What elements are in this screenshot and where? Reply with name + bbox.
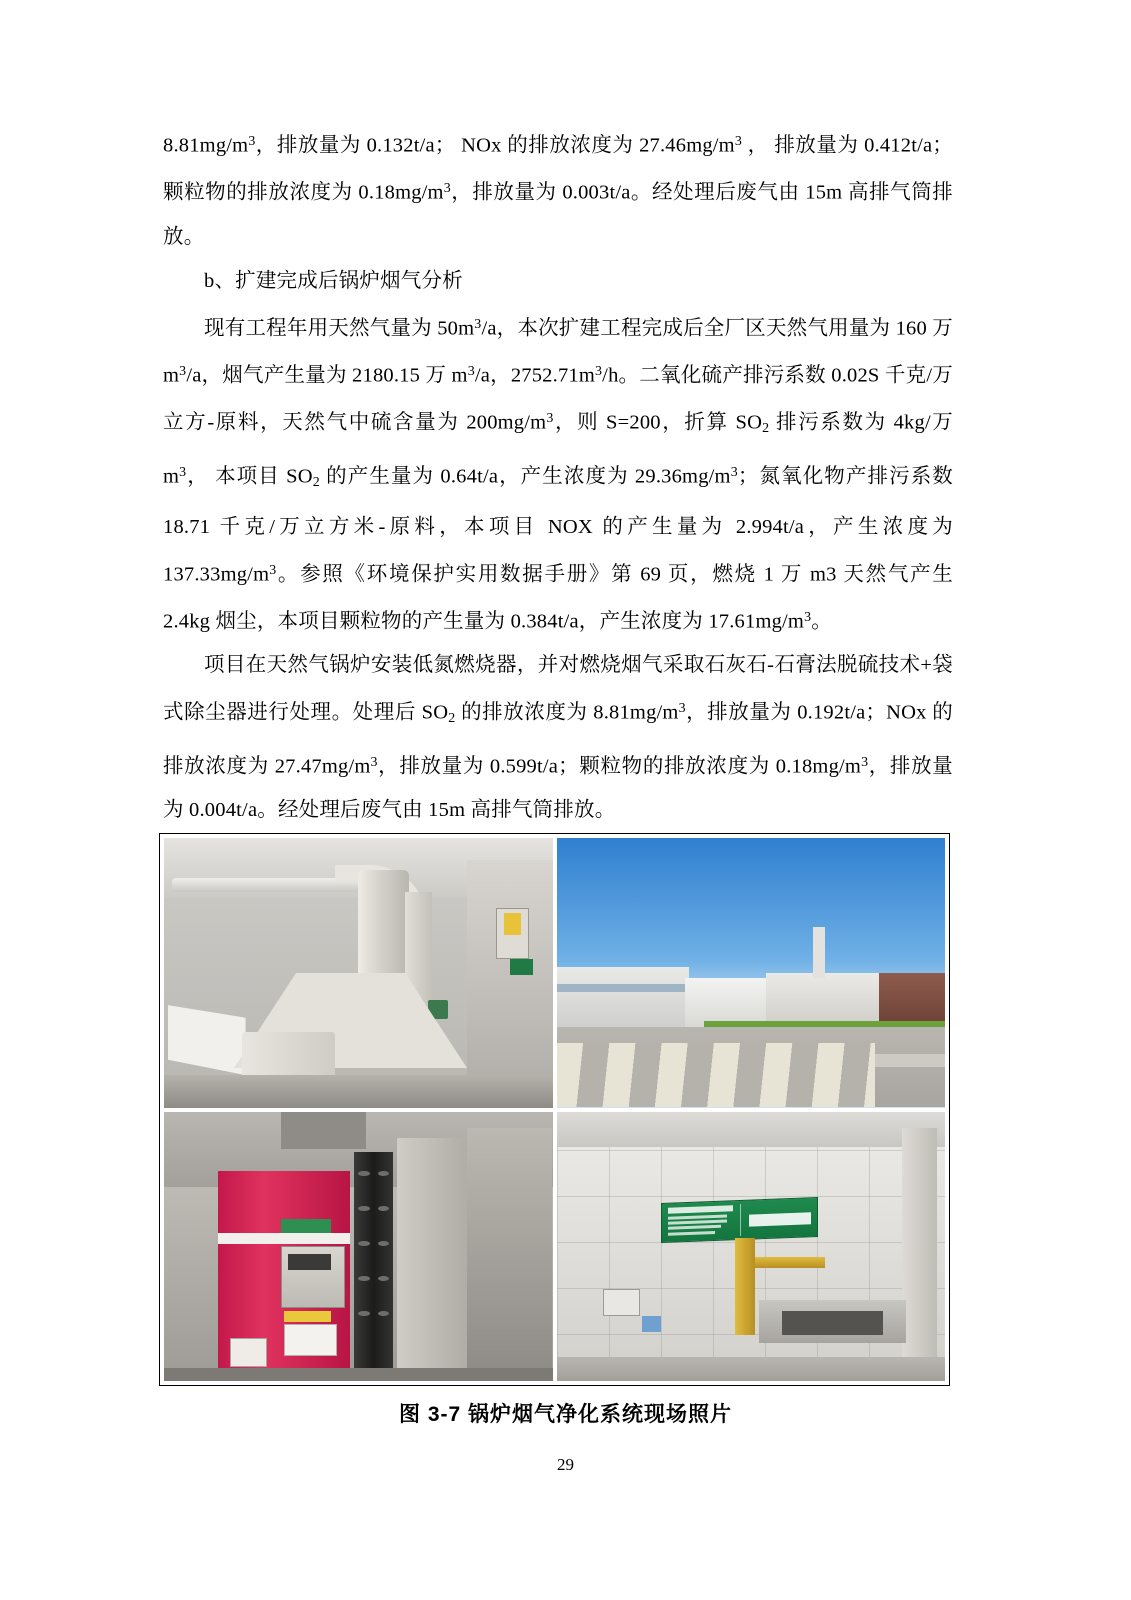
text-run: /a，烟气产生量为 2180.15 万 m (186, 364, 468, 387)
text-run: ；氮氧化物产排污系数 18.71 千克/万立方米-原料，本项目 NOX 的产生量为 2.994t/a，产生浓度为 137.33mg/m (163, 465, 954, 585)
wall-control-box (603, 1289, 640, 1315)
left-building (557, 967, 689, 1026)
subscript: 2 (448, 710, 456, 726)
building-band (557, 984, 689, 992)
exhaust-hood-opening (782, 1311, 883, 1335)
sign-text-line (669, 1231, 716, 1236)
floor-area (164, 1075, 553, 1107)
superscript: 3 (248, 134, 256, 149)
superscript: 3 (474, 316, 482, 332)
paragraph-treatment (163, 643, 953, 832)
text-run: ， 排放量为 0.412t/a； 颗粒物的排放浓度为 0.18mg/m (163, 134, 953, 204)
text-run: ，排放量为 0.004t/a。经处理后废气由 15m 高排气筒排放。 (163, 755, 953, 822)
overhead-duct (281, 1112, 366, 1150)
superscript: 3 (730, 464, 738, 480)
crosswalk-markings (557, 1043, 876, 1108)
text-run: 的排放浓度为 8.81mg/m (455, 701, 679, 724)
text-run: ，则 S=200，折算 SO (553, 411, 763, 434)
superscript: 3 (443, 181, 451, 197)
page-number: 29 (557, 1455, 574, 1474)
text-run: ，排放量为 0.132t/a； (255, 134, 462, 157)
text-run: 现有工程年用天然气量为 50m (204, 316, 475, 339)
page-content (163, 120, 953, 832)
yellow-pipe-vertical (735, 1238, 754, 1335)
ceiling-area (557, 1112, 946, 1147)
superscript: 3 (595, 363, 603, 379)
exhaust-stack-exterior-photo (557, 838, 946, 1108)
floor-area (164, 1368, 553, 1381)
superscript: 3 (179, 464, 187, 480)
panel-display (288, 1254, 331, 1270)
superscript: 3 (269, 562, 277, 578)
boiler-brand-label (281, 1219, 332, 1232)
boiler-unit-photo (164, 1112, 553, 1382)
stainless-column (902, 1128, 937, 1371)
text-run: ，排放量为 0.599t/a；颗粒物的排放浓度为 0.18mg/m (377, 755, 862, 778)
exhaust-outlet-room-photo (557, 1112, 946, 1382)
text-run: ，排放量为 0.192t/a；NOx 的排放浓度为 27.47mg/m (163, 701, 953, 778)
text-run: 8.81mg/m (163, 134, 249, 157)
text-run: NOx 的排放浓度为 27.46mg/m (461, 134, 735, 157)
equipment-tag (230, 1338, 267, 1367)
superscript: 3 (546, 411, 554, 427)
text-run: /a，2752.71m (474, 364, 595, 387)
sign-main-text (749, 1213, 811, 1227)
text-run: 排污系数为 4kg/万 m (163, 411, 954, 488)
text-run: 的产生量为 0.64t/a，产生浓度为 29.36mg/m (319, 465, 731, 488)
heading-b (163, 259, 953, 303)
right-equipment (397, 1138, 467, 1370)
text-run: ， 本项目 SO (186, 465, 313, 488)
boiler-white-stripe (218, 1233, 350, 1244)
superscript: 3 (734, 134, 742, 149)
floor-area (557, 1357, 946, 1381)
text-run: ，排放量为 0.003t/a。经处理后废气由 15m 高排气筒排放。 (163, 181, 953, 248)
brick-building (879, 973, 945, 1024)
text-run: /a，本次扩建工程完成后全厂区天然气用量为 160 万 m (163, 316, 953, 387)
far-wall (467, 1128, 552, 1381)
blue-device (642, 1316, 661, 1332)
spec-plate (284, 1324, 337, 1356)
boiler-scrubber-photo (164, 838, 553, 1108)
yellow-warning-label (284, 1311, 331, 1322)
right-wall (467, 860, 552, 1108)
subscript: 2 (312, 474, 320, 490)
paragraph-gas-analysis (163, 303, 953, 644)
sign-divider (740, 1204, 741, 1236)
green-sign (510, 959, 533, 975)
superscript: 3 (804, 609, 812, 625)
superscript: 3 (370, 754, 378, 770)
superscript: 3 (179, 363, 187, 379)
subscript: 2 (762, 420, 770, 436)
text-run: 。 (811, 610, 832, 633)
sign-title-block (669, 1205, 734, 1214)
superscript: 3 (467, 363, 475, 379)
heading-b-label: b、扩建完成后锅炉烟气分析 (204, 269, 463, 292)
bolt-icon (358, 1171, 370, 1176)
warning-label (504, 913, 521, 935)
figure-caption: 图 3-7 锅炉烟气净化系统现场照片 (398, 1403, 733, 1426)
superscript: 3 (861, 754, 869, 770)
text-run: 项目在天然气锅炉安装低氮燃烧器，并对燃烧烟气采取石灰石-石膏法脱硫技术+袋式除尘器进行处理。处理后 SO (163, 654, 953, 724)
paragraph-emission-summary (163, 120, 953, 259)
text-run: /h。二氧化硫产排污系数 0.02S 千克/万立方-原料，天然气中硫含量为 200mg/m (163, 364, 953, 434)
black-flange-column (354, 1152, 393, 1368)
bolt-icon (358, 1206, 370, 1211)
text-run: 。参照《环境保护实用数据手册》第 69 页，燃烧 1 万 m3 天然气产生 2.4kg 烟尘，本项目颗粒物的产生量为 0.384t/a，产生浓度为 17.61mg/m (163, 562, 953, 633)
exhaust-outlet-signboard (661, 1197, 818, 1243)
figure-photo-grid (159, 833, 950, 1386)
exhaust-stack (813, 927, 825, 978)
superscript: 3 (678, 701, 686, 717)
